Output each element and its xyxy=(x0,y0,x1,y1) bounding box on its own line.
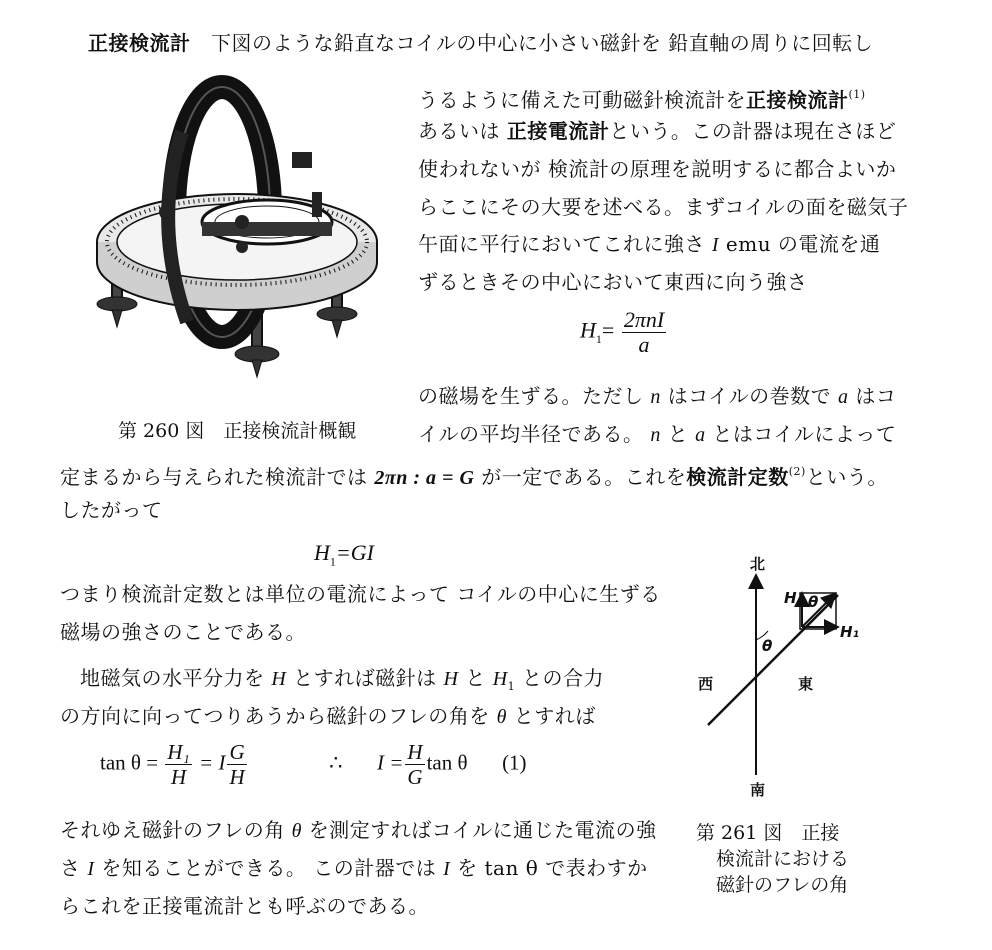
equation-number: (1) xyxy=(502,750,527,775)
paragraph-line: つまり検流計定数とは単位の電流によって コイルの中心に生ずる xyxy=(60,582,661,606)
text: を知ることができる。 この計器では xyxy=(94,856,444,880)
text: で表わすか xyxy=(538,856,648,880)
text: イルの平均半径である。 xyxy=(418,422,651,446)
var: n xyxy=(650,386,661,408)
galvanometer-drawing xyxy=(92,72,392,402)
text: とすれば磁針は xyxy=(286,666,444,690)
west-label: 西 xyxy=(698,675,714,693)
text: とはコイルによって xyxy=(705,422,897,446)
var: H xyxy=(271,668,287,690)
text: 定まるから与えられた検流計では xyxy=(60,465,375,489)
text: の方向に向ってつりあうから磁針のフレの角を xyxy=(60,704,497,728)
text: あるいは xyxy=(418,119,507,143)
paragraph-line: らこれを正接電流計とも呼ぶのである。 xyxy=(60,894,429,918)
text: うるように備えた可動磁針検流計を xyxy=(418,88,746,112)
galvanometer-illustration xyxy=(92,72,392,402)
eq-sub: 1 xyxy=(329,554,336,569)
eq-lhs: H xyxy=(314,540,330,565)
eq-sign: = xyxy=(601,317,615,343)
equation-2 xyxy=(314,540,374,574)
text: はコイルの巻数で xyxy=(660,384,838,408)
var: θ xyxy=(291,820,302,842)
figure-261-caption-line: 検流計における xyxy=(716,848,850,870)
var: a xyxy=(695,424,706,446)
vector-diagram xyxy=(690,545,890,805)
paragraph-line: 磁場の強さのことである。 xyxy=(60,620,306,644)
paragraph-line xyxy=(418,421,896,448)
text: を xyxy=(450,856,485,880)
paragraph-line: 使われないが 検流計の原理を説明するに都合よいか xyxy=(418,157,897,181)
text: はコ xyxy=(848,384,897,408)
paragraph-line xyxy=(60,459,888,491)
paragraph-line xyxy=(80,665,604,700)
h-label: H xyxy=(784,589,797,607)
figure-261-caption-line: 磁針のフレの角 xyxy=(716,874,849,896)
var: a xyxy=(837,386,849,408)
inline-math: tan θ xyxy=(484,856,539,880)
paragraph-line xyxy=(60,817,657,844)
var: θ xyxy=(496,706,507,728)
text: が一定である。これを xyxy=(474,465,687,489)
eq-rhs: =GI xyxy=(335,540,374,565)
text: との合力 xyxy=(515,666,605,690)
paragraph-line xyxy=(418,383,896,410)
paragraph-line xyxy=(418,118,896,144)
text: 午面に平行においてこれに強さ xyxy=(418,232,712,256)
eq-i: I = xyxy=(377,750,404,775)
var: I xyxy=(711,234,720,256)
fraction xyxy=(622,308,666,357)
theta-angle-label: θ xyxy=(762,637,773,655)
equation-1 xyxy=(580,308,668,357)
numerator: G xyxy=(229,740,245,764)
text: という。この計器は現在さほど xyxy=(609,119,897,143)
eq-lhs: H xyxy=(580,317,596,343)
east-label: 東 xyxy=(798,675,814,693)
paragraph-line: ずるときその中心において東西に向う強さ xyxy=(418,270,808,294)
figure-261-caption-line: 第 261 図 正接 xyxy=(696,822,840,844)
therefore-symbol: ∴ xyxy=(329,750,343,775)
footnote-mark: (1) xyxy=(848,88,866,101)
eq-sub: 1 xyxy=(595,331,602,346)
text: を測定すればコイルに通じた電流の強 xyxy=(301,818,657,842)
var: I xyxy=(443,858,451,880)
text: と xyxy=(458,666,493,690)
denominator: H xyxy=(229,765,245,789)
text: 地磁気の水平分力を xyxy=(80,666,272,690)
term: 正接電流計 xyxy=(506,119,610,143)
equation-3 xyxy=(100,740,527,789)
inline-math: 2πn : a = G xyxy=(374,467,475,489)
text: という。 xyxy=(805,465,888,489)
paragraph-line: したがって xyxy=(60,498,163,522)
paragraph-line xyxy=(60,855,648,882)
text: 下図のような鉛直なコイルの中心に小さい磁針を 鉛直軸の周りに回転し xyxy=(211,31,874,55)
term: 正接検流計 xyxy=(746,88,849,112)
denominator: H xyxy=(170,765,187,789)
text: と xyxy=(660,422,696,446)
fraction xyxy=(165,740,191,789)
denominator: a xyxy=(638,332,650,357)
paragraph-line: らここにその大要を述べる。まずコイルの面を磁気子 xyxy=(418,195,909,219)
fraction xyxy=(227,740,246,789)
section-heading: 正接検流計 xyxy=(88,31,191,55)
var: H xyxy=(443,668,459,690)
theta-label: θ xyxy=(808,593,819,611)
var: I xyxy=(87,858,95,880)
numerator: H₁ xyxy=(167,740,190,764)
paragraph-line xyxy=(60,703,596,730)
eq-tail: tan θ xyxy=(426,750,468,775)
figure-260-caption: 第 260 図 正接検流計概観 xyxy=(118,420,357,442)
south-label: 南 xyxy=(750,781,766,799)
h1-label: H₁ xyxy=(840,623,860,641)
term: 検流計定数 xyxy=(686,465,789,489)
numerator: H xyxy=(407,740,423,764)
text: さ xyxy=(60,856,88,880)
paragraph-line xyxy=(418,82,866,113)
text: の磁場を生ずる。ただし xyxy=(418,384,651,408)
subscript: 1 xyxy=(507,680,516,693)
eq-mid: = I xyxy=(199,750,226,775)
paragraph-line xyxy=(88,30,873,56)
north-label: 北 xyxy=(750,555,766,573)
text: emu の電流を通 xyxy=(719,232,881,256)
footnote-mark: (2) xyxy=(788,465,806,478)
denominator: G xyxy=(407,765,423,789)
paragraph-line xyxy=(418,231,880,258)
tan-theta: tan θ = xyxy=(100,750,159,775)
numerator: 2πnI xyxy=(623,307,665,332)
text: それゆえ磁針のフレの角 xyxy=(60,818,292,842)
text: とすれば xyxy=(506,704,596,728)
var: H xyxy=(492,668,508,690)
var: n xyxy=(650,424,661,446)
fraction xyxy=(405,740,424,789)
deflection-angle-diagram xyxy=(690,545,890,805)
